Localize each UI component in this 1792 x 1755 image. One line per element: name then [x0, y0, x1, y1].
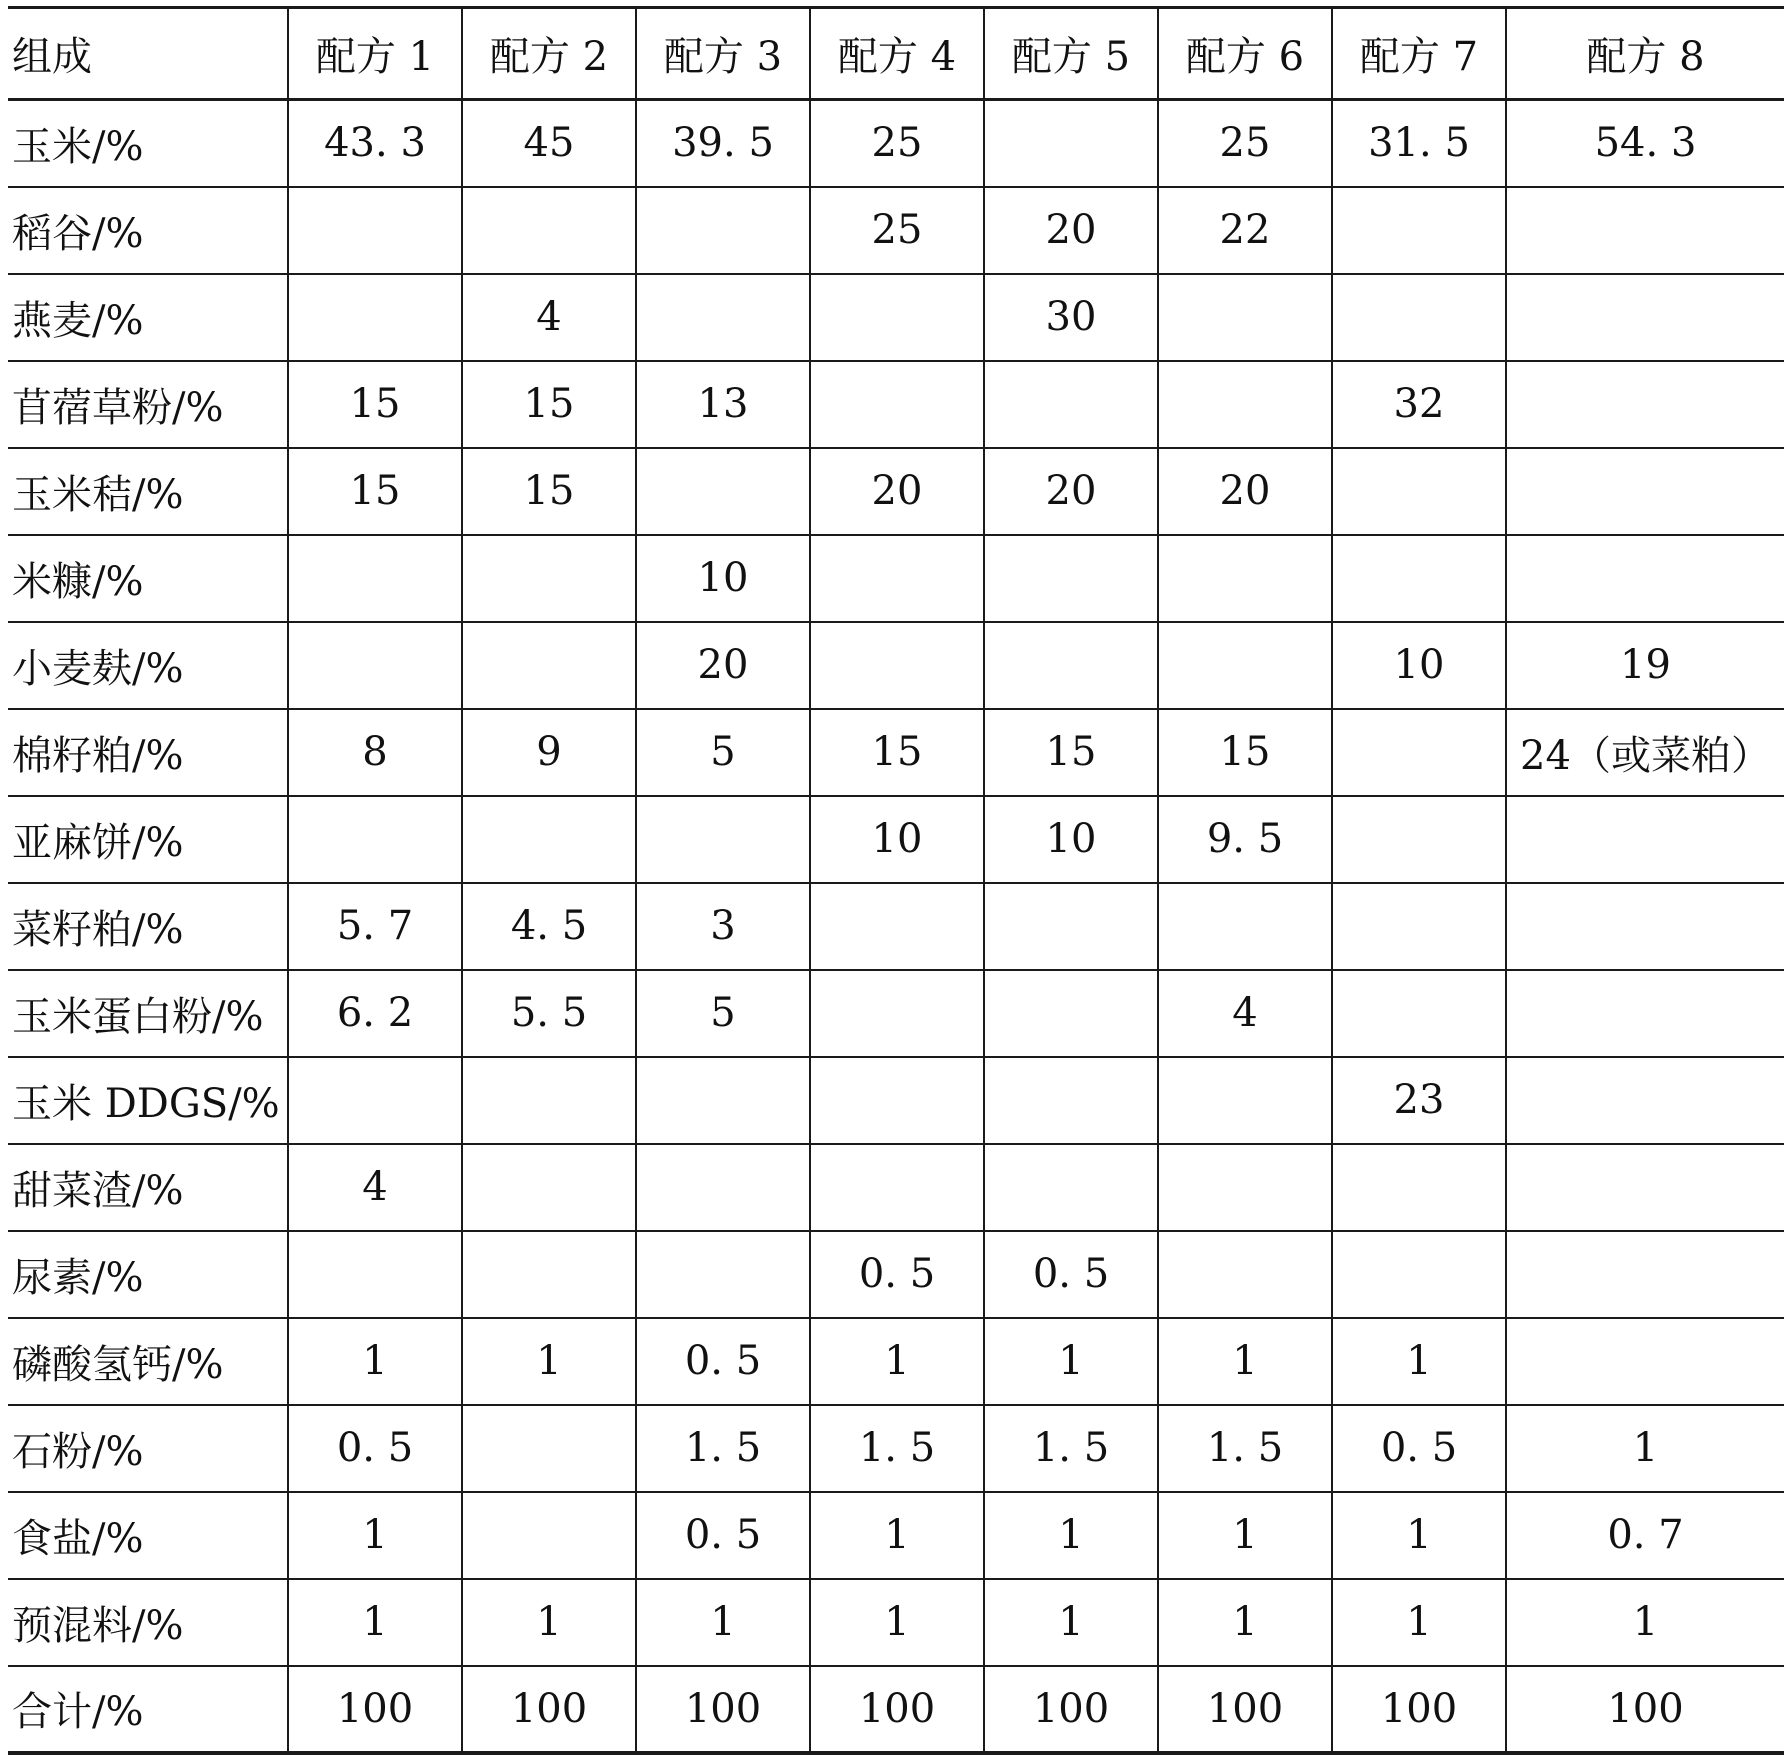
table-cell: 10: [810, 796, 984, 883]
table-cell: [462, 796, 636, 883]
table-cell: [462, 1231, 636, 1318]
table-cell: 15: [984, 709, 1158, 796]
ingredient-label: 玉米/%: [8, 100, 288, 187]
header-cell-formula-3: 配方 3: [636, 8, 810, 100]
ingredient-label: 磷酸氢钙/%: [8, 1318, 288, 1405]
table-cell: 6. 2: [288, 970, 462, 1057]
table-cell: 1. 5: [1158, 1405, 1332, 1492]
table-cell: 100: [636, 1666, 810, 1753]
table-cell: 1: [1332, 1318, 1506, 1405]
table-cell: 0. 5: [984, 1231, 1158, 1318]
table-cell: 45: [462, 100, 636, 187]
table-row: [8, 1318, 1784, 1405]
table-cell: 0. 7: [1506, 1492, 1784, 1579]
table-cell: 100: [288, 1666, 462, 1753]
table-cell: 0. 5: [1332, 1405, 1506, 1492]
table-cell: 0. 5: [810, 1231, 984, 1318]
table-cell: [636, 1144, 810, 1231]
table-cell: 4: [288, 1144, 462, 1231]
table-cell: 15: [462, 361, 636, 448]
table-cell: 1: [984, 1579, 1158, 1666]
table-cell: 5: [636, 709, 810, 796]
table-cell: 15: [1158, 709, 1332, 796]
table-cell: [1506, 796, 1784, 883]
table-cell: 1: [1332, 1579, 1506, 1666]
table-cell: 19: [1506, 622, 1784, 709]
table-cell: 25: [1158, 100, 1332, 187]
table-cell: 24（或菜粕）: [1506, 709, 1784, 796]
table-row: [8, 1057, 1784, 1144]
table-cell: [984, 883, 1158, 970]
table-cell: [810, 970, 984, 1057]
header-row: [8, 8, 1784, 100]
table-cell: [1506, 1231, 1784, 1318]
table-cell: 20: [810, 448, 984, 535]
table-row: [8, 1405, 1784, 1492]
table-cell: 4: [1158, 970, 1332, 1057]
table-cell: [636, 274, 810, 361]
table-cell: 5. 5: [462, 970, 636, 1057]
table-cell: [1506, 274, 1784, 361]
table-cell: [1506, 1144, 1784, 1231]
table-cell: [288, 622, 462, 709]
table-cell: [1506, 535, 1784, 622]
table-cell: 1: [810, 1492, 984, 1579]
ingredient-label: 稻谷/%: [8, 187, 288, 274]
table-row: [8, 1666, 1784, 1753]
table-cell: 9: [462, 709, 636, 796]
header-cell-formula-8: 配方 8: [1506, 8, 1784, 100]
table-cell: [288, 274, 462, 361]
ingredient-label: 燕麦/%: [8, 274, 288, 361]
table-cell: 39. 5: [636, 100, 810, 187]
table-cell: 20: [984, 448, 1158, 535]
table-cell: 10: [1332, 622, 1506, 709]
header-cell-formula-7: 配方 7: [1332, 8, 1506, 100]
ingredient-label: 米糠/%: [8, 535, 288, 622]
table-cell: 100: [984, 1666, 1158, 1753]
table-cell: [1332, 274, 1506, 361]
table-cell: [810, 274, 984, 361]
table-cell: 1: [636, 1579, 810, 1666]
table-cell: 100: [810, 1666, 984, 1753]
header-cell-composition: 组成: [8, 8, 288, 100]
table-cell: 22: [1158, 187, 1332, 274]
table-cell: [462, 1057, 636, 1144]
table-row: [8, 883, 1784, 970]
table-cell: [1506, 187, 1784, 274]
table-cell: [1506, 883, 1784, 970]
table-cell: [1158, 622, 1332, 709]
table-cell: [462, 1492, 636, 1579]
table-cell: 23: [1332, 1057, 1506, 1144]
table-cell: [984, 361, 1158, 448]
ingredient-label: 玉米秸/%: [8, 448, 288, 535]
table-cell: 25: [810, 100, 984, 187]
table-cell: 10: [984, 796, 1158, 883]
table-cell: [462, 1405, 636, 1492]
table-cell: 0. 5: [636, 1318, 810, 1405]
table-cell: [1158, 1057, 1332, 1144]
table-row: [8, 1231, 1784, 1318]
table-cell: [636, 796, 810, 883]
table-row: [8, 1579, 1784, 1666]
table-cell: [1332, 970, 1506, 1057]
table-row: [8, 1492, 1784, 1579]
table-cell: 15: [810, 709, 984, 796]
table-row: [8, 1144, 1784, 1231]
ingredient-label: 尿素/%: [8, 1231, 288, 1318]
ingredient-label: 小麦麸/%: [8, 622, 288, 709]
table-cell: 100: [1158, 1666, 1332, 1753]
table-cell: 1: [462, 1579, 636, 1666]
table-cell: [1506, 970, 1784, 1057]
table-cell: [810, 1057, 984, 1144]
table-cell: [1158, 1144, 1332, 1231]
formula-table: [8, 6, 1784, 1755]
table-cell: 1: [984, 1492, 1158, 1579]
table-cell: 15: [288, 448, 462, 535]
table-cell: [1158, 883, 1332, 970]
table-cell: [1158, 535, 1332, 622]
table-cell: 30: [984, 274, 1158, 361]
ingredient-label: 甜菜渣/%: [8, 1144, 288, 1231]
table-cell: 54. 3: [1506, 100, 1784, 187]
table-cell: [1332, 883, 1506, 970]
table-row: [8, 100, 1784, 187]
table-cell: 10: [636, 535, 810, 622]
table-cell: 1: [288, 1492, 462, 1579]
table-cell: [984, 1057, 1158, 1144]
table-row: [8, 709, 1784, 796]
table-cell: [636, 1057, 810, 1144]
table-cell: [984, 100, 1158, 187]
table-cell: [288, 1231, 462, 1318]
table-cell: 15: [288, 361, 462, 448]
table-row: [8, 274, 1784, 361]
table-cell: 1: [1158, 1579, 1332, 1666]
table-cell: [1506, 448, 1784, 535]
table-cell: 43. 3: [288, 100, 462, 187]
table-cell: [810, 1144, 984, 1231]
table-cell: [984, 970, 1158, 1057]
table-cell: [288, 796, 462, 883]
ingredient-label: 苜蓿草粉/%: [8, 361, 288, 448]
table-cell: [1158, 274, 1332, 361]
header-cell-formula-4: 配方 4: [810, 8, 984, 100]
table-cell: 9. 5: [1158, 796, 1332, 883]
table-cell: 1. 5: [810, 1405, 984, 1492]
table-cell: 8: [288, 709, 462, 796]
table-cell: [636, 448, 810, 535]
table-cell: [1158, 1231, 1332, 1318]
table-row: [8, 361, 1784, 448]
table-cell: [810, 361, 984, 448]
header-cell-formula-1: 配方 1: [288, 8, 462, 100]
table-cell: 1. 5: [984, 1405, 1158, 1492]
table-cell: 20: [636, 622, 810, 709]
table-cell: [288, 535, 462, 622]
ingredient-label: 预混料/%: [8, 1579, 288, 1666]
table-cell: [462, 535, 636, 622]
table-cell: 5: [636, 970, 810, 1057]
ingredient-label: 石粉/%: [8, 1405, 288, 1492]
ingredient-label: 玉米 DDGS/%: [8, 1057, 288, 1144]
table-cell: 13: [636, 361, 810, 448]
table-cell: [636, 187, 810, 274]
table-cell: 15: [462, 448, 636, 535]
table-cell: 31. 5: [1332, 100, 1506, 187]
table-cell: 20: [984, 187, 1158, 274]
table-row: [8, 187, 1784, 274]
table-cell: [1506, 1318, 1784, 1405]
table-cell: 1: [1158, 1318, 1332, 1405]
table-cell: 0. 5: [288, 1405, 462, 1492]
table-cell: 1: [810, 1579, 984, 1666]
table-cell: [984, 535, 1158, 622]
table-cell: 100: [1332, 1666, 1506, 1753]
table-row: [8, 796, 1784, 883]
table-cell: [462, 187, 636, 274]
ingredient-label: 亚麻饼/%: [8, 796, 288, 883]
table-cell: 1: [1506, 1579, 1784, 1666]
table-row: [8, 970, 1784, 1057]
header-cell-formula-6: 配方 6: [1158, 8, 1332, 100]
table-cell: [1158, 361, 1332, 448]
ingredient-label: 棉籽粕/%: [8, 709, 288, 796]
table-body: [8, 100, 1784, 1753]
header-cell-formula-5: 配方 5: [984, 8, 1158, 100]
table-cell: [1332, 796, 1506, 883]
table-cell: [288, 187, 462, 274]
table-cell: [1332, 1231, 1506, 1318]
table-cell: 5. 7: [288, 883, 462, 970]
table-cell: [1332, 187, 1506, 274]
table-cell: 1: [462, 1318, 636, 1405]
table-cell: [810, 535, 984, 622]
table-header: [8, 8, 1784, 100]
table-cell: 1: [1158, 1492, 1332, 1579]
table-cell: [1506, 361, 1784, 448]
ingredient-label: 玉米蛋白粉/%: [8, 970, 288, 1057]
table-cell: 20: [1158, 448, 1332, 535]
table-cell: 1: [288, 1318, 462, 1405]
table-cell: 1: [1506, 1405, 1784, 1492]
table-cell: [984, 622, 1158, 709]
table-cell: [810, 622, 984, 709]
table-cell: 25: [810, 187, 984, 274]
table-cell: [1332, 709, 1506, 796]
header-cell-formula-2: 配方 2: [462, 8, 636, 100]
table-row: [8, 622, 1784, 709]
table-cell: [1332, 448, 1506, 535]
table-cell: [984, 1144, 1158, 1231]
table-cell: [636, 1231, 810, 1318]
table-cell: 32: [1332, 361, 1506, 448]
table-cell: [1332, 535, 1506, 622]
table-cell: [462, 622, 636, 709]
table-cell: [288, 1057, 462, 1144]
table-cell: 1: [1332, 1492, 1506, 1579]
table-cell: 3: [636, 883, 810, 970]
table-row: [8, 535, 1784, 622]
table-cell: 4. 5: [462, 883, 636, 970]
table-cell: 1: [984, 1318, 1158, 1405]
table-cell: 4: [462, 274, 636, 361]
table-cell: 1: [288, 1579, 462, 1666]
table-cell: [1506, 1057, 1784, 1144]
ingredient-label: 合计/%: [8, 1666, 288, 1753]
table-cell: 100: [462, 1666, 636, 1753]
table-cell: 1. 5: [636, 1405, 810, 1492]
table-cell: 0. 5: [636, 1492, 810, 1579]
table-cell: [810, 883, 984, 970]
table-cell: 100: [1506, 1666, 1784, 1753]
ingredient-label: 菜籽粕/%: [8, 883, 288, 970]
table-cell: 1: [810, 1318, 984, 1405]
table-cell: [1332, 1144, 1506, 1231]
table-row: [8, 448, 1784, 535]
ingredient-label: 食盐/%: [8, 1492, 288, 1579]
table-cell: [462, 1144, 636, 1231]
